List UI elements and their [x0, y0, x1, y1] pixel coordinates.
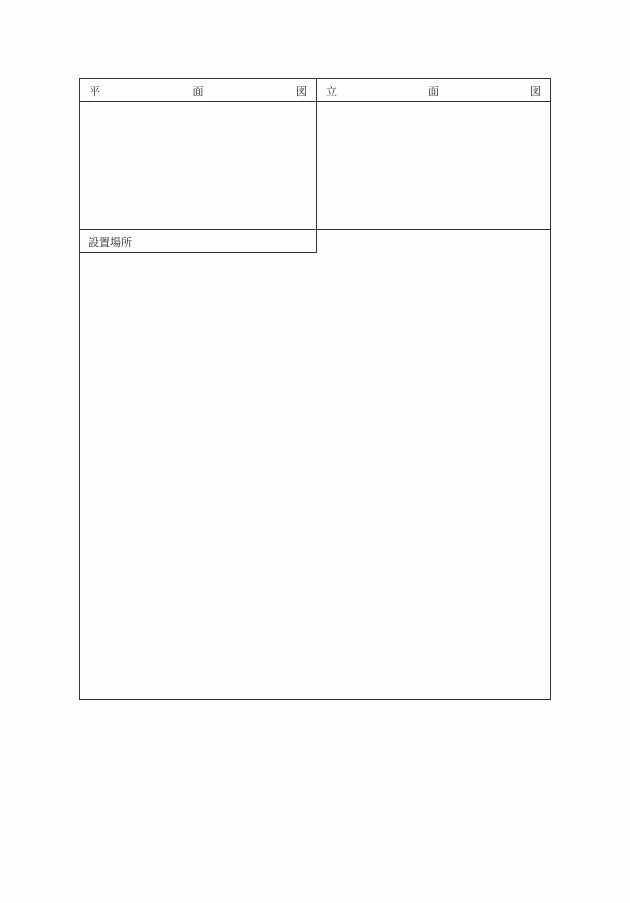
column-divider: [316, 79, 317, 252]
elevation-view-char-2: 面: [428, 84, 439, 98]
location-bottom-line: [80, 252, 317, 253]
plan-view-header: [80, 79, 316, 102]
plan-view-char-1: 平: [89, 84, 100, 98]
views-bottom-line: [80, 229, 550, 230]
elevation-view-char-3: 図: [530, 84, 541, 98]
plan-view-char-2: 面: [192, 84, 204, 98]
elevation-view-header: [317, 79, 550, 102]
elevation-view-char-1: 立: [326, 84, 337, 98]
installation-location-label: 設置場所: [88, 236, 132, 249]
plan-view-char-3: 図: [296, 84, 307, 98]
form-frame: [79, 78, 551, 700]
